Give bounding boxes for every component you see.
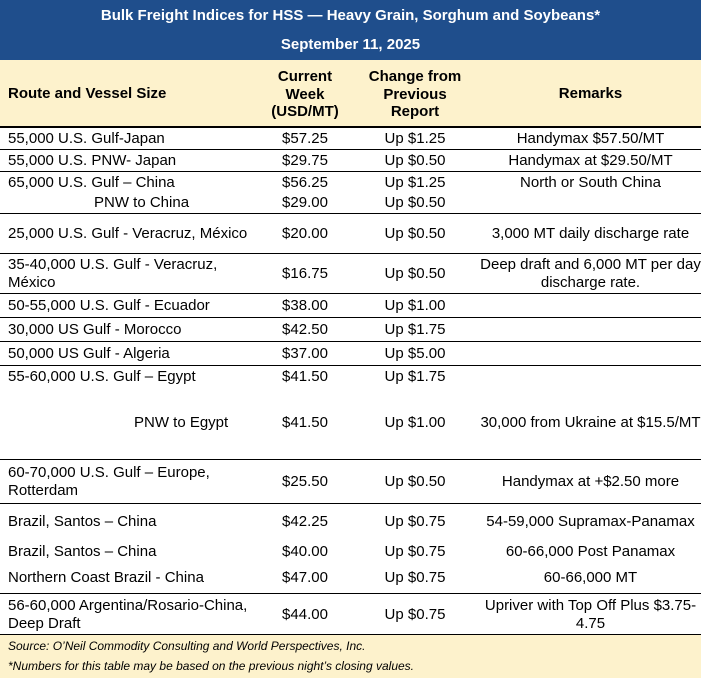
change-cell: Up $5.00 <box>350 342 480 366</box>
price-cell: $25.50 <box>260 460 350 504</box>
route-cell: 55,000 U.S. Gulf-Japan <box>0 128 260 150</box>
remarks-cell <box>480 194 701 214</box>
price-cell: $47.00 <box>282 569 328 587</box>
table-date: September 11, 2025 <box>280 36 421 53</box>
route-cell: Brazil, Santos – China <box>0 504 260 540</box>
change-cell: Up $0.75 <box>350 594 480 636</box>
change-cell: Up $0.50 <box>350 214 480 254</box>
remarks-cell: 54-59,000 Supramax-Panamax <box>480 504 701 540</box>
change-cell: Up $0.50 <box>350 254 480 294</box>
route-cell: 25,000 U.S. Gulf - Veracruz, México <box>0 214 260 254</box>
table-header <box>0 60 701 127</box>
table-title: Bulk Freight Indices for HSS — Heavy Grain, Sorghum and Soybeans* <box>100 7 601 24</box>
route-cell: 65,000 U.S. Gulf – China <box>0 172 260 194</box>
footnote-note <box>0 655 701 678</box>
route-cell: PNW to Egypt <box>134 414 229 432</box>
route-cell: 55-60,000 U.S. Gulf – Egypt <box>0 366 260 388</box>
table-row <box>0 460 701 504</box>
table-row <box>0 564 701 594</box>
price-cell: $20.00 <box>260 214 350 254</box>
remarks-cell: Handymax $57.50/MT <box>480 128 701 150</box>
table-row <box>0 504 701 540</box>
change-cell: Up $0.75 <box>350 504 480 540</box>
price-cell: $56.25 <box>260 172 350 194</box>
table-row <box>0 388 701 460</box>
remarks-cell: 3,000 MT daily discharge rate <box>480 214 701 254</box>
price-cell: $38.00 <box>260 294 350 318</box>
route-cell: 56-60,000 Argentina/Rosario-China, Deep Draft <box>0 594 260 636</box>
table-row <box>0 150 701 172</box>
remarks-cell <box>480 342 701 366</box>
table-row <box>0 540 701 564</box>
route-cell: Northern Coast Brazil - China <box>8 569 204 587</box>
header-current-week: Current Week (USD/MT) <box>271 68 339 120</box>
remarks-cell: Handymax at +$2.50 more <box>480 460 701 504</box>
remarks-cell: Handymax at $29.50/MT <box>480 150 701 172</box>
price-cell: $40.00 <box>282 542 328 560</box>
remarks-cell <box>480 366 701 388</box>
table-row <box>0 318 701 342</box>
table-row <box>0 254 701 294</box>
table-row <box>0 172 701 194</box>
remarks-cell: 60-66,000 Post Panamax <box>505 542 676 560</box>
change-cell: Up $0.50 <box>350 150 480 172</box>
price-cell: $29.75 <box>260 150 350 172</box>
change-cell: Up $1.25 <box>350 172 480 194</box>
change-cell: Up $1.75 <box>350 366 480 388</box>
route-cell: 50-55,000 U.S. Gulf - Ecuador <box>0 294 260 318</box>
table-title-bar <box>0 0 701 60</box>
change-cell: Up $0.50 <box>350 460 480 504</box>
price-cell: $44.00 <box>260 594 350 636</box>
route-cell: PNW to China <box>94 194 190 212</box>
table-row <box>0 342 701 366</box>
price-cell: $37.00 <box>260 342 350 366</box>
remarks-cell: Deep draft and 6,000 MT per day discharge rate. <box>480 254 701 294</box>
change-cell: Up $1.00 <box>384 414 446 432</box>
header-change: Change from Previous Report <box>368 68 462 120</box>
table-row <box>0 128 701 150</box>
change-cell: Up $0.50 <box>384 194 446 212</box>
table-row <box>0 294 701 318</box>
note-text: *Numbers for this table may be based on the previous night’s closing values. <box>8 659 415 673</box>
remarks-cell: North or South China <box>480 172 701 194</box>
remarks-cell: 60-66,000 MT <box>543 569 638 587</box>
change-cell: Up $0.75 <box>384 542 446 560</box>
table-row <box>0 214 701 254</box>
freight-table <box>0 127 701 636</box>
route-cell: 60-70,000 U.S. Gulf – Europe, Rotterdam <box>0 460 260 504</box>
route-cell: Brazil, Santos – China <box>8 542 157 560</box>
price-cell: $42.50 <box>260 318 350 342</box>
route-cell: 30,000 US Gulf - Morocco <box>0 318 260 342</box>
route-cell: 50,000 US Gulf - Algeria <box>0 342 260 366</box>
price-cell: $57.25 <box>260 128 350 150</box>
change-cell: Up $0.75 <box>384 569 446 587</box>
source-text: Source: O’Neil Commodity Consulting and World Perspectives, Inc. <box>8 639 366 653</box>
remarks-cell: Upriver with Top Off Plus $3.75-4.75 <box>480 594 701 636</box>
route-cell: 35-40,000 U.S. Gulf - Veracruz, México <box>0 254 260 294</box>
remarks-cell <box>480 294 701 318</box>
change-cell: Up $1.75 <box>350 318 480 342</box>
remarks-cell: 30,000 from Ukraine at $15.5/MT <box>480 414 701 432</box>
price-cell: $29.00 <box>282 194 328 212</box>
table-row <box>0 194 701 214</box>
table-row <box>0 366 701 388</box>
change-cell: Up $1.00 <box>350 294 480 318</box>
footnote-source <box>0 634 701 657</box>
change-cell: Up $1.25 <box>350 128 480 150</box>
price-cell: $16.75 <box>260 254 350 294</box>
remarks-cell <box>480 318 701 342</box>
header-route: Route and Vessel Size <box>8 85 167 102</box>
table-row <box>0 594 701 636</box>
route-cell: 55,000 U.S. PNW- Japan <box>0 150 260 172</box>
price-cell: $41.50 <box>282 414 328 432</box>
price-cell: $41.50 <box>260 366 350 388</box>
price-cell: $42.25 <box>260 504 350 540</box>
header-remarks: Remarks <box>558 85 623 102</box>
